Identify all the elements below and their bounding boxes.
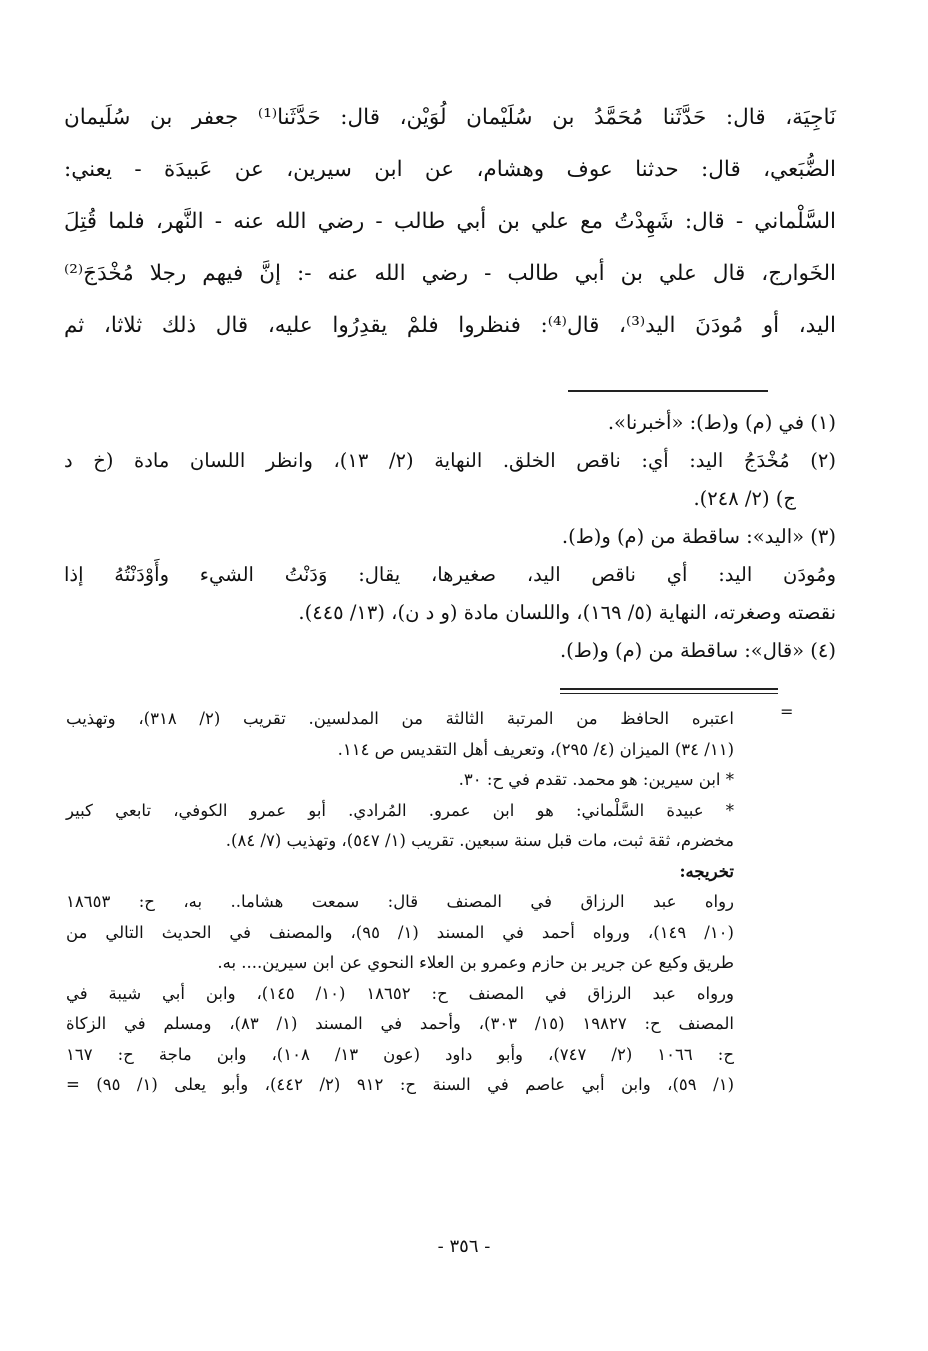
reference-line: ورواه عبد الرزاق في المصنف ح: ١٨٦٥٢ (١٠/ ١٤٥)، وابن أبي شيبة في: [66, 983, 734, 1003]
main-text-line: نَاجِيَة، قال: حَدَّثَنا مُحَمَّدُ بن سُلَيْمان لُوَيْن، قال: حَدَّثَنا⁽¹⁾ جعفر بن سُلَيمان: [64, 105, 836, 130]
footnote-line: (٢) مُخْدَجُ اليد: أي: ناقص الخلق. النهاية (٢/ ١٣)، وانظر اللسان مادة (خ د: [64, 449, 836, 472]
continuation-mark: =: [780, 702, 794, 721]
reference-separator-thin: [560, 693, 778, 694]
main-text-line: السَّلْماني - قال: شَهِدْتُ مع علي بن أبي طالب - رضي الله عنه - النَّهر، فلما قُتِلَ: [64, 209, 836, 234]
main-text-line: اليد، أو مُودَنَ اليد⁽³⁾، قال⁽⁴⁾: فنظروا فلمْ يقدِرُوا عليه، قال ذلك ثلاثا، ثم: [64, 313, 836, 338]
reference-notes: [66, 704, 734, 1101]
reference-line: مخضرم، ثقة ثبت، مات قبل سنة سبعين. تقريب (١/ ٥٤٧)، وتهذيب (٧/ ٨٤).: [225, 831, 734, 850]
footnote-line: ج) (٢/ ٢٤٨).: [693, 487, 796, 510]
reference-separator: [560, 688, 778, 690]
footnote-line: (١) في (م) و(ط): «أخبرنا».: [607, 411, 836, 434]
footnote-line: (٣) «اليد»: ساقطة من (م) و(ط).: [561, 525, 836, 548]
reference-line: رواه عبد الرزاق في المصنف قال: سمعت هشاما.. به، ح: ١٨٦٥٣: [66, 892, 734, 911]
reference-line: طريق وكيع عن جرير بن حازم وعمرو بن العلاء النحوي عن ابن سيرين.... به.: [217, 953, 734, 972]
footnote-separator: [568, 390, 768, 392]
main-text-line: الضُّبَعي، قال: حدثنا عوف وهشام، عن ابن سيرين، عن عَبيدَة - يعني:: [64, 157, 836, 182]
reference-line: * عبيدة السَّلْماني: هو ابن عمرو. المُرادي. أبو عمرو الكوفي، تابعي كبير: [66, 800, 734, 820]
reference-line: المصنف ح: ١٩٨٢٧ (١٥/ ٣٠٣)، وأحمد في المسند (١/ ٨٣)، ومسلم في الزكاة: [66, 1014, 734, 1033]
main-text-line: الخَوارج، قال علي بن أبي طالب - رضي الله عنه -: إنَّ فيهم رجلا مُخْدَجَ⁽²⁾: [64, 261, 836, 286]
main-body-text: [64, 92, 836, 352]
footnote-line: نقصته وصغرته، النهاية (٥/ ١٦٩)، واللسان مادة (و د ن)، (١٣/ ٤٤٥).: [298, 601, 836, 624]
reference-line: (١١/ ٣٤) الميزان (٤/ ٢٩٥)، وتعريف أهل التقديس ص ١١٤.: [337, 739, 734, 759]
page-number: - ٣٥٦ -: [437, 1236, 491, 1257]
footnote-line: (٤) «قال»: ساقطة من (م) و(ط).: [559, 639, 836, 662]
reference-line: * ابن سيرين: هو محمد. تقدم في ح: ٣٠.: [458, 770, 734, 789]
reference-line: (١٠/ ١٤٩)، ورواه أحمد في المسند (١/ ٩٥)، والمصنف في الحديث التالي من: [66, 922, 734, 942]
footnotes: [64, 404, 836, 670]
takhrij-heading: تخريجه:: [679, 861, 734, 881]
footnote-line: ومُودَن اليد: أي ناقص اليد، صغيرها، يقال: وَدَنْتُ الشيء وأَوْدَنْتُهُ إذا: [64, 563, 836, 586]
reference-line: اعتبره الحافظ من المرتبة الثالثة من المدلسين. تقريب (٢/ ٣١٨)، وتهذيب: [66, 709, 734, 728]
reference-line: ح: ١٠٦٦ (٢/ ٧٤٧)، وأبو داود (عون ١٣/ ١٠٨)، وابن ماجة ح: ١٦٧: [66, 1044, 734, 1064]
reference-line: (١/ ٥٩)، وابن أبي عاصم في السنة ح: ٩١٢ (٢/ ٤٤٢)، وأبو يعلى (١/ ٩٥) =: [66, 1075, 734, 1094]
